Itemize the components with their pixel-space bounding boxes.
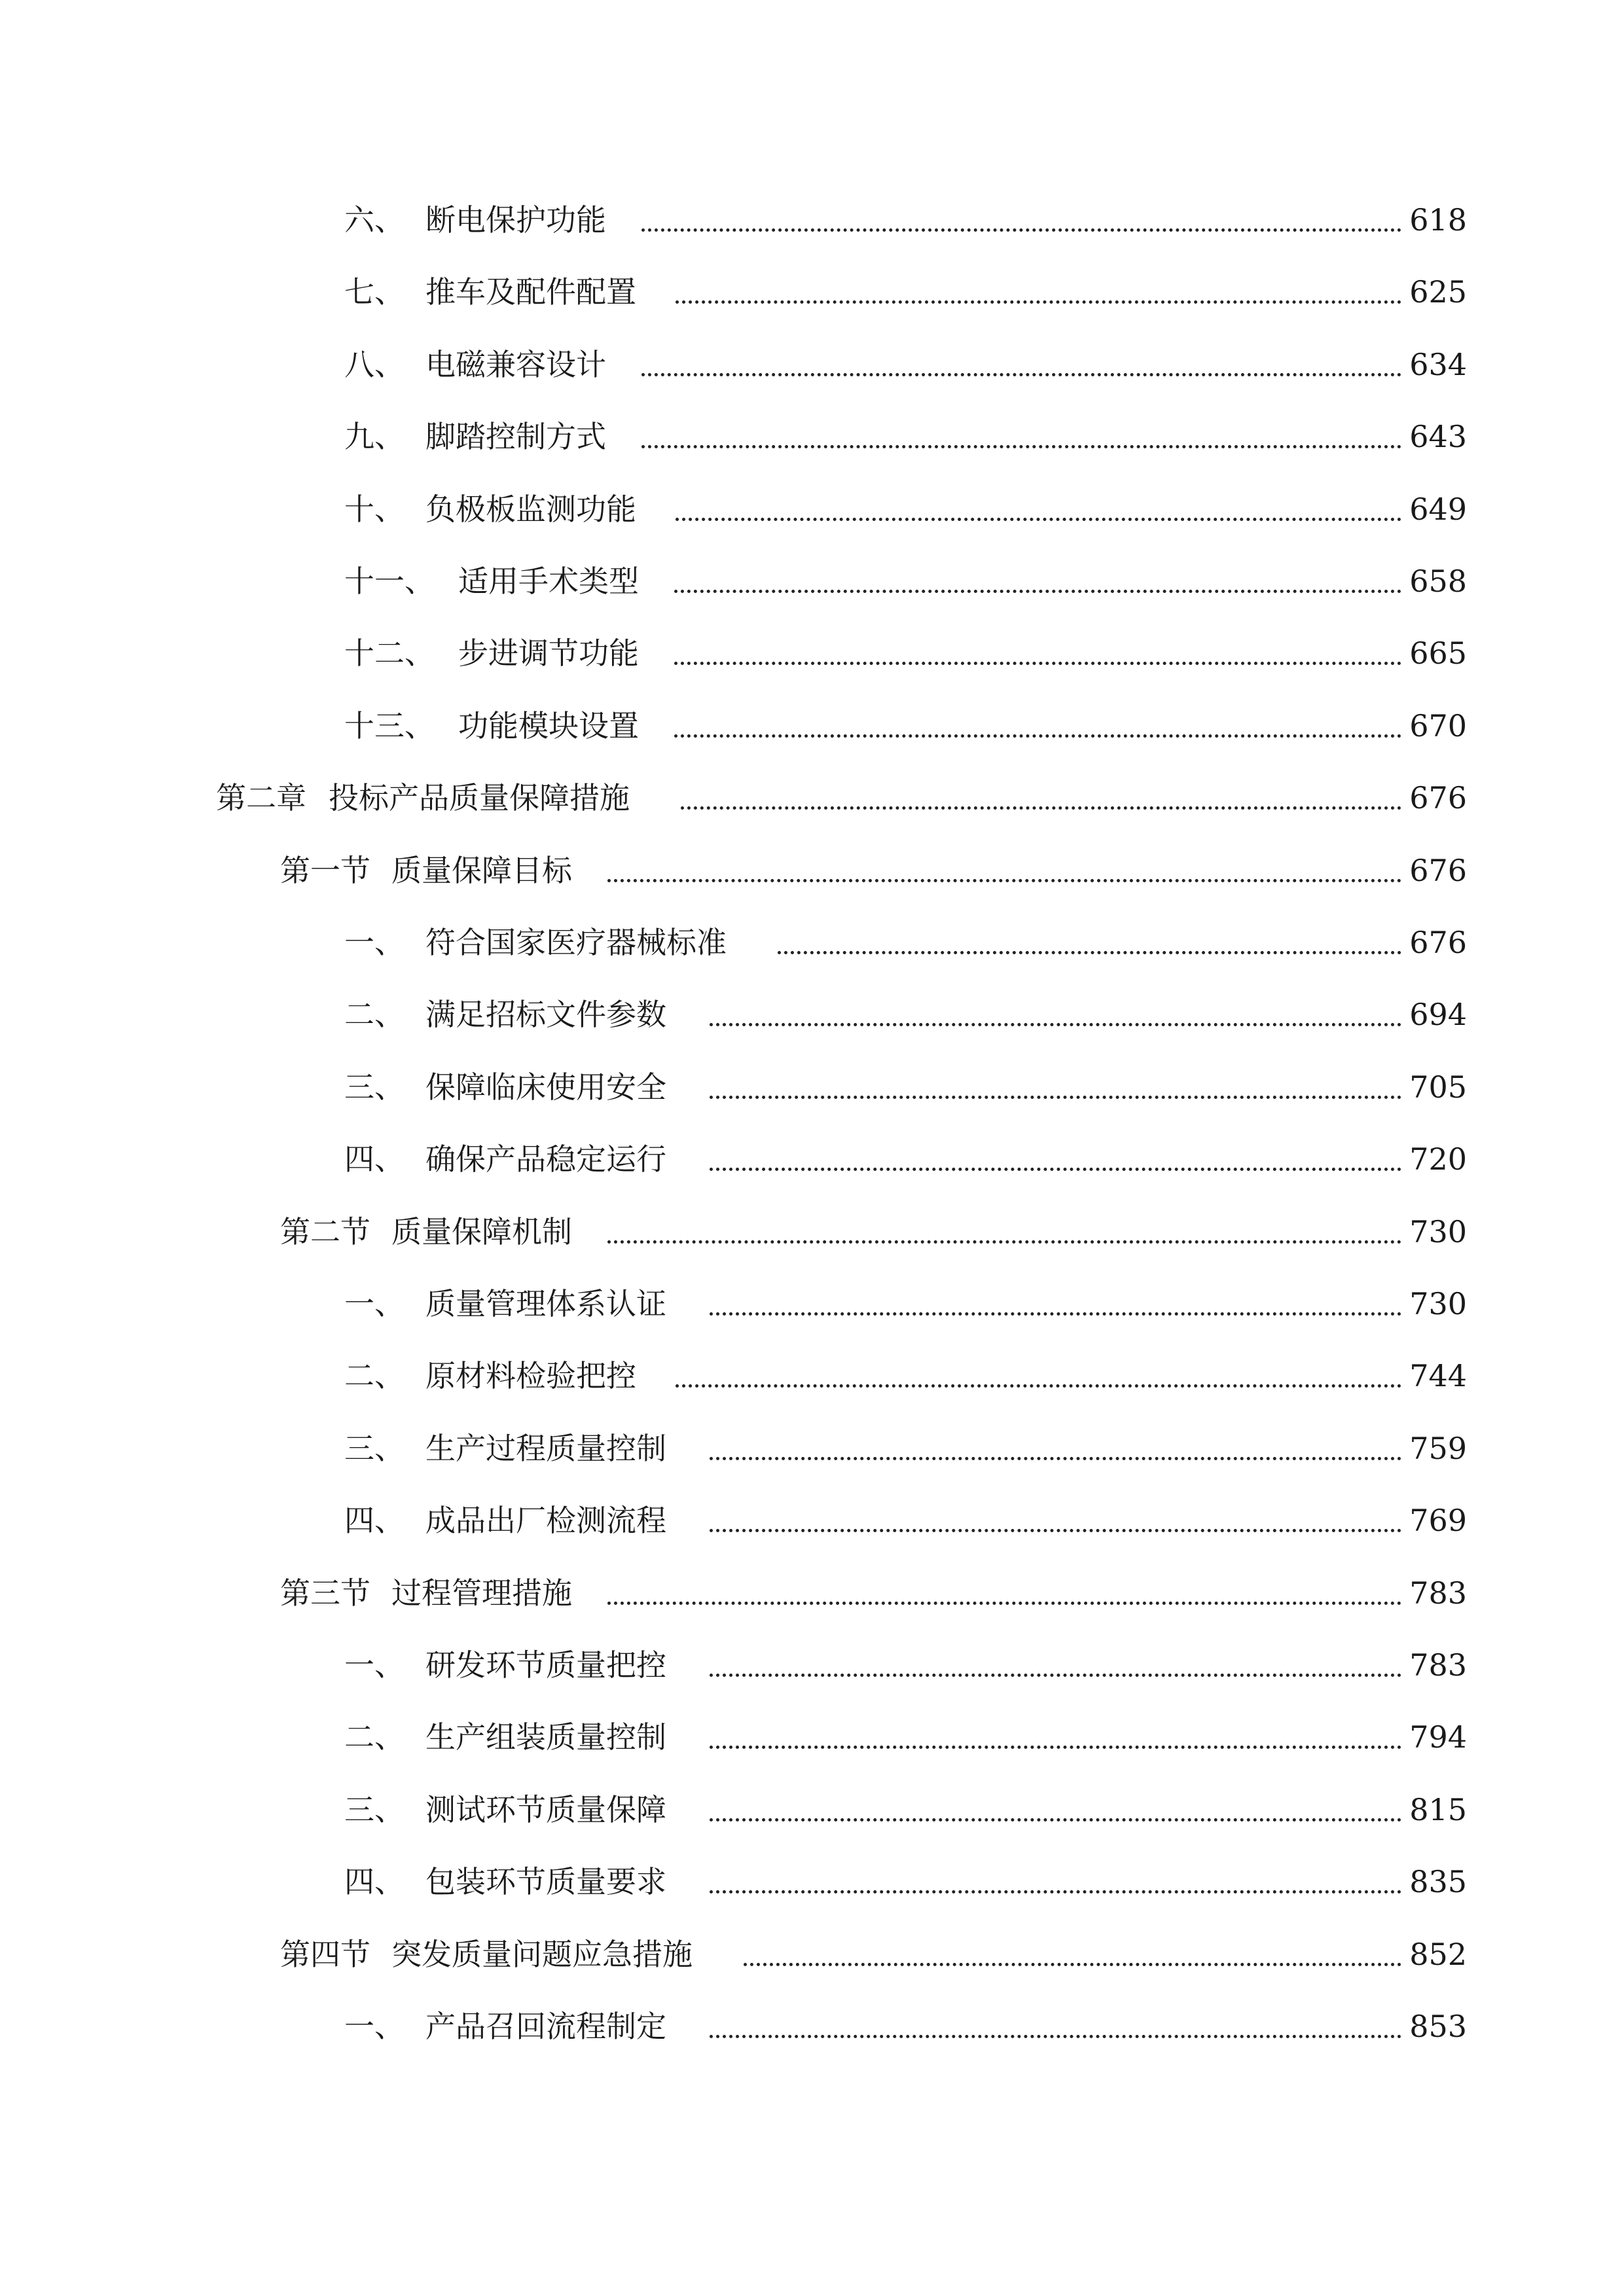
toc-entry[interactable] <box>0 988 1624 1041</box>
toc-entry-page: 670 <box>1409 708 1467 744</box>
toc-entry-number: 一、 <box>344 1647 405 1683</box>
toc-entry-title: 脚踏控制方式 <box>425 419 606 455</box>
toc-leader-dots <box>778 949 1401 954</box>
toc-entry-page: 759 <box>1409 1430 1467 1466</box>
toc-entry-title: 负极板监测功能 <box>425 491 636 527</box>
toc-entry-number: 一、 <box>344 1286 405 1321</box>
toc-entry-number: 第一节 <box>280 852 370 888</box>
toc-leader-dots <box>710 1816 1401 1821</box>
toc-entry[interactable] <box>0 1856 1624 1908</box>
toc-entry-title: 包装环节质量要求 <box>425 1864 666 1900</box>
toc-entry[interactable] <box>0 2000 1624 2053</box>
toc-leader-dots <box>710 1094 1401 1099</box>
toc-entry-page: 705 <box>1409 1069 1467 1105</box>
toc-entry-title: 产品召回流程制定 <box>425 2009 666 2044</box>
toc-entry[interactable] <box>0 1061 1624 1113</box>
toc-entry[interactable] <box>0 555 1624 607</box>
toc-entry-title: 功能模块设置 <box>458 708 639 744</box>
toc-entry-page: 730 <box>1409 1286 1467 1321</box>
toc-entry[interactable] <box>0 1711 1624 1763</box>
toc-entry-title: 突发质量问题应急措施 <box>391 1936 693 1972</box>
toc-leader-dots <box>710 1744 1401 1749</box>
toc-entry-number: 第四节 <box>280 1936 370 1972</box>
toc-entry-title: 质量管理体系认证 <box>425 1286 666 1321</box>
toc-entry-number: 第二节 <box>280 1213 370 1249</box>
toc-leader-dots <box>674 732 1401 738</box>
toc-entry[interactable] <box>0 1278 1624 1330</box>
toc-entry-title: 步进调节功能 <box>458 636 639 672</box>
toc-entry[interactable] <box>0 194 1624 246</box>
toc-entry-page: 744 <box>1409 1358 1467 1394</box>
toc-entry-number: 二、 <box>344 997 405 1033</box>
toc-leader-dots <box>710 1021 1401 1026</box>
toc-entry-title: 满足招标文件参数 <box>425 997 666 1033</box>
toc-leader-dots <box>674 588 1401 593</box>
toc-entry[interactable] <box>0 266 1624 318</box>
toc-entry-page: 643 <box>1409 419 1467 455</box>
toc-entry[interactable] <box>0 1494 1624 1547</box>
toc-entry-number: 第二章 <box>216 780 306 816</box>
toc-leader-dots <box>641 371 1401 376</box>
toc-entry-number: 九、 <box>344 419 405 455</box>
toc-entry-page: 783 <box>1409 1647 1467 1683</box>
toc-entry-page: 852 <box>1409 1936 1467 1972</box>
toc-leader-dots <box>710 1310 1401 1316</box>
toc-entry-title: 适用手术类型 <box>458 564 639 599</box>
toc-entry-title: 符合国家医疗器械标准 <box>425 925 727 960</box>
toc-entry-page: 665 <box>1409 636 1467 672</box>
toc-entry-number: 十、 <box>344 491 405 527</box>
toc-entry-title: 质量保障目标 <box>391 852 572 888</box>
toc-entry-number: 四、 <box>344 1503 405 1539</box>
toc-entry[interactable] <box>0 338 1624 391</box>
toc-entry-title: 生产过程质量控制 <box>425 1430 666 1466</box>
toc-entry-number: 二、 <box>344 1719 405 1755</box>
toc-entry-title: 测试环节质量保障 <box>425 1791 666 1827</box>
toc-leader-dots <box>641 443 1401 448</box>
toc-entry-number: 一、 <box>344 925 405 960</box>
toc-entry[interactable] <box>0 916 1624 969</box>
toc-entry-number: 六、 <box>344 202 405 238</box>
toc-entry-page: 835 <box>1409 1864 1467 1900</box>
toc-entry-page: 730 <box>1409 1213 1467 1249</box>
toc-leader-dots <box>607 1238 1401 1244</box>
toc-entry-title: 确保产品稳定运行 <box>425 1141 666 1177</box>
toc-entry-title: 质量保障机制 <box>391 1213 572 1249</box>
toc-entry-page: 783 <box>1409 1575 1467 1611</box>
toc-entry[interactable] <box>0 1206 1624 1258</box>
toc-entry[interactable] <box>0 700 1624 752</box>
toc-entry-title: 推车及配件配置 <box>425 274 636 310</box>
toc-entry[interactable] <box>0 410 1624 463</box>
toc-entry[interactable] <box>0 1784 1624 1836</box>
toc-leader-dots <box>641 226 1401 232</box>
toc-entry-page: 769 <box>1409 1503 1467 1539</box>
toc-entry-page: 634 <box>1409 346 1467 382</box>
toc-entry-number: 二、 <box>344 1358 405 1394</box>
toc-entry-page: 676 <box>1409 852 1467 888</box>
toc-entry-number: 七、 <box>344 274 405 310</box>
toc-entry-number: 十三、 <box>344 708 435 744</box>
toc-entry[interactable] <box>0 627 1624 679</box>
toc-leader-dots <box>710 1455 1401 1460</box>
toc-entry-number: 十二、 <box>344 636 435 672</box>
toc-entry-title: 原材料检验把控 <box>425 1358 636 1394</box>
toc-entry-title: 过程管理措施 <box>391 1575 572 1611</box>
toc-entry-page: 625 <box>1409 274 1467 310</box>
toc-entry-title: 保障临床使用安全 <box>425 1069 666 1105</box>
toc-entry-title: 断电保护功能 <box>425 202 606 238</box>
toc-entry-page: 853 <box>1409 2009 1467 2044</box>
toc-leader-dots <box>676 1382 1401 1388</box>
toc-entry-number: 八、 <box>344 346 405 382</box>
toc-entry-page: 815 <box>1409 1791 1467 1827</box>
toc-leader-dots <box>744 1961 1401 1966</box>
toc-entry-title: 成品出厂检测流程 <box>425 1503 666 1539</box>
toc-entry-page: 618 <box>1409 202 1467 238</box>
toc-leader-dots <box>710 2033 1401 2038</box>
toc-entry-title: 电磁兼容设计 <box>425 346 606 382</box>
toc-leader-dots <box>710 1527 1401 1532</box>
toc-entry-title: 生产组装质量控制 <box>425 1719 666 1755</box>
toc-leader-dots <box>710 1166 1401 1171</box>
toc-entry-number: 十一、 <box>344 564 435 599</box>
toc-entry-page: 720 <box>1409 1141 1467 1177</box>
toc-entry[interactable] <box>0 1133 1624 1185</box>
toc-entry[interactable] <box>0 772 1624 824</box>
toc-entry-page: 649 <box>1409 491 1467 527</box>
toc-entry[interactable] <box>0 1350 1624 1402</box>
toc-entry-page: 658 <box>1409 564 1467 599</box>
toc-entry-number: 第三节 <box>280 1575 370 1611</box>
toc-leader-dots <box>607 877 1401 882</box>
toc-entry-number: 三、 <box>344 1069 405 1105</box>
toc-leader-dots <box>674 660 1401 665</box>
toc-leader-dots <box>676 298 1401 304</box>
toc-entry-title: 研发环节质量把控 <box>425 1647 666 1683</box>
toc-entry-number: 四、 <box>344 1864 405 1900</box>
toc-leader-dots <box>607 1600 1401 1605</box>
toc-entry[interactable] <box>0 1422 1624 1475</box>
toc-entry-title: 投标产品质量保障措施 <box>329 780 630 816</box>
toc-entry-number: 四、 <box>344 1141 405 1177</box>
toc-entry[interactable] <box>0 1639 1624 1691</box>
toc-leader-dots <box>710 1672 1401 1677</box>
toc-leader-dots <box>676 516 1401 521</box>
toc-entry[interactable] <box>0 844 1624 897</box>
toc-entry[interactable] <box>0 1928 1624 1981</box>
toc-entry[interactable] <box>0 483 1624 535</box>
toc-leader-dots <box>710 1888 1401 1893</box>
toc-entry-number: 一、 <box>344 2009 405 2044</box>
toc-entry-number: 三、 <box>344 1430 405 1466</box>
toc-entry-page: 676 <box>1409 925 1467 960</box>
toc-entry-number: 三、 <box>344 1791 405 1827</box>
toc-leader-dots <box>681 804 1401 810</box>
toc-entry-page: 794 <box>1409 1719 1467 1755</box>
toc-entry-page: 694 <box>1409 997 1467 1033</box>
toc-entry[interactable] <box>0 1567 1624 1619</box>
toc-entry-page: 676 <box>1409 780 1467 816</box>
